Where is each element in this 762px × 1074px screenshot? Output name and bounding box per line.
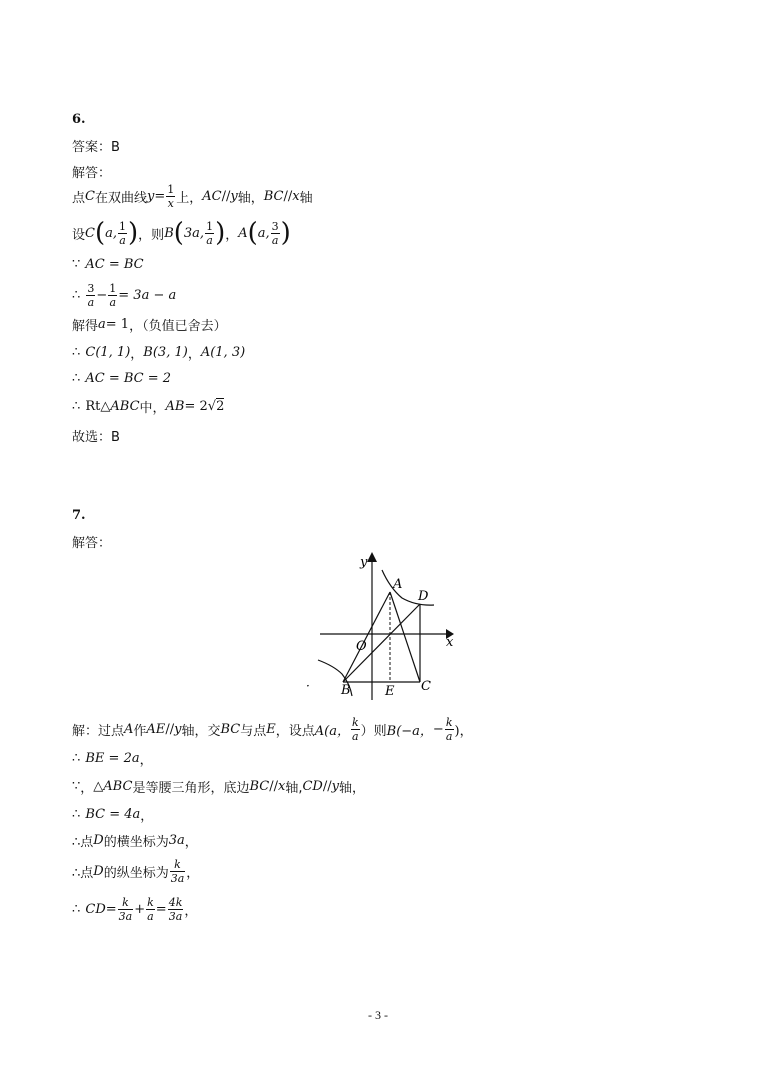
therefore-symbol: ∴ xyxy=(72,750,81,766)
text: ， xyxy=(225,227,239,243)
paren: ( xyxy=(94,218,106,248)
paren: ) xyxy=(280,218,291,248)
math: − xyxy=(96,287,108,303)
q6-line-4 xyxy=(72,278,176,312)
q6-choice: 故选：B xyxy=(72,430,120,445)
math: D xyxy=(93,863,104,879)
fraction: $\frac{1}{a}$ xyxy=(206,219,214,247)
hyperbola-figure xyxy=(300,548,460,700)
text: ，设点 xyxy=(275,723,315,739)
math: )， xyxy=(454,723,473,739)
math: △ABC xyxy=(93,778,133,794)
q6-line-5 xyxy=(72,310,227,338)
text: 上， xyxy=(176,190,203,206)
q7-jieda: 解答： xyxy=(72,536,112,551)
math: // xyxy=(283,188,293,204)
fraction: $\frac{4k}{3a}$ xyxy=(168,895,183,923)
math: AC = BC xyxy=(85,256,144,272)
text: 的横坐标为 xyxy=(103,834,169,850)
math: BC xyxy=(263,188,284,204)
fraction: $\frac{1}{a}$ xyxy=(109,281,117,309)
text: ， xyxy=(130,346,144,362)
math: a xyxy=(98,316,106,332)
q6-jieda: 解答： xyxy=(72,166,112,181)
math: A(1, 3) xyxy=(200,344,246,360)
text: ）则 xyxy=(360,723,387,739)
math: B(3, 1) xyxy=(143,344,188,360)
fraction: $\frac{1}{x}$ xyxy=(167,182,175,210)
text: 作 xyxy=(133,723,147,739)
paren: ) xyxy=(128,218,139,248)
text: 点 xyxy=(72,190,86,206)
math: a, xyxy=(257,225,270,241)
math: C xyxy=(85,188,95,204)
label-C: C xyxy=(421,679,431,694)
q7-step-6 xyxy=(72,854,199,888)
therefore-symbol: ∴ xyxy=(72,287,81,303)
math: x xyxy=(292,188,300,204)
parallel-symbol: // xyxy=(322,778,332,794)
math: BC = 4a xyxy=(85,806,141,822)
therefore-symbol: ∴ xyxy=(72,901,81,917)
text: 轴 xyxy=(299,190,313,206)
q6-line-2 xyxy=(72,216,291,250)
math: AC xyxy=(202,188,222,204)
text: ， xyxy=(187,346,201,362)
math: B xyxy=(164,225,174,241)
text: 中， xyxy=(139,400,166,416)
q6-line-7 xyxy=(72,364,171,392)
text: 解得 xyxy=(72,318,99,334)
label-B: B xyxy=(341,683,351,698)
text: 轴， xyxy=(237,190,264,206)
math: 3a, xyxy=(183,225,205,241)
therefore-symbol: ∴ xyxy=(72,344,81,360)
math: y xyxy=(331,778,339,794)
math: BC xyxy=(220,721,241,737)
math: B(−a， xyxy=(386,723,433,739)
fraction: $\frac{k}{3a}$ xyxy=(118,895,133,923)
text: ， xyxy=(184,903,198,919)
math: C xyxy=(85,225,95,241)
segment-BD xyxy=(343,604,420,682)
q6-line-8 xyxy=(72,392,224,420)
text: ， xyxy=(184,834,198,850)
page-number: - 3 - xyxy=(368,1008,388,1022)
q7-step-2 xyxy=(72,744,153,772)
fraction: $\frac{3}{a}$ xyxy=(87,281,95,309)
text: ， xyxy=(186,865,200,881)
math: = 1 xyxy=(105,316,130,332)
therefore-symbol: ∴ xyxy=(72,806,81,822)
text: ∴点 xyxy=(72,865,94,881)
text: ， xyxy=(80,780,94,796)
math: − xyxy=(432,721,444,737)
math: 2 xyxy=(216,399,225,414)
math: CD xyxy=(85,901,106,917)
math: ABC xyxy=(110,398,140,414)
math: = xyxy=(105,901,117,917)
fraction: $\frac{3}{a}$ xyxy=(271,219,279,247)
fraction: $\frac{k}{a}$ xyxy=(351,715,359,743)
text: ∴点 xyxy=(72,834,94,850)
math: = xyxy=(154,188,166,204)
sqrt-symbol: √ xyxy=(207,398,217,414)
fraction: $\frac{k}{a}$ xyxy=(445,715,453,743)
label-x: x xyxy=(446,635,454,650)
q6-number: 6. xyxy=(72,112,86,127)
fraction: $\frac{k}{3a}$ xyxy=(170,857,185,885)
math: = 3a − a xyxy=(118,287,177,303)
paren: ( xyxy=(173,218,184,248)
math: CD xyxy=(302,778,323,794)
label-O: O xyxy=(356,639,367,654)
therefore-symbol: ∴ xyxy=(72,398,81,414)
text: 轴, xyxy=(285,780,303,796)
q7-step-3 xyxy=(72,772,365,800)
text: 的纵坐标为 xyxy=(103,865,169,881)
math: 3a xyxy=(168,832,185,848)
text: ， xyxy=(139,752,153,768)
math: AB xyxy=(165,398,185,414)
math: y xyxy=(230,188,238,204)
math: A xyxy=(238,225,248,241)
paren: ( xyxy=(247,218,258,248)
parallel-symbol: // xyxy=(269,778,278,794)
q7-step-1 xyxy=(72,712,473,746)
label-E: E xyxy=(385,684,395,699)
math: BE = 2a xyxy=(85,750,140,766)
q6-answer: 答案：B xyxy=(72,140,120,155)
math: BC xyxy=(249,778,270,794)
math: A(a， xyxy=(314,723,350,739)
parallel-symbol: // xyxy=(165,721,175,737)
math: C(1, 1) xyxy=(85,344,131,360)
text: 是等腰三角形，底边 xyxy=(132,780,250,796)
math: + xyxy=(134,901,146,917)
math: = 2 xyxy=(184,398,208,414)
fraction: $\frac{1}{a}$ xyxy=(119,219,127,247)
text: 轴，交 xyxy=(181,723,221,739)
math: AE xyxy=(146,721,166,737)
math: x xyxy=(277,778,286,794)
q7-step-4 xyxy=(72,800,153,828)
label-D: D xyxy=(418,589,429,604)
math: y xyxy=(174,721,182,737)
math: y xyxy=(146,188,155,204)
segment-AC xyxy=(390,592,420,682)
math: A xyxy=(124,721,134,737)
q7-step-7 xyxy=(72,892,197,926)
y-axis-arrow xyxy=(367,552,377,562)
math: E xyxy=(266,721,276,737)
math: // xyxy=(221,188,231,204)
label-A: A xyxy=(393,577,403,592)
paren: ) xyxy=(215,218,226,248)
math: a, xyxy=(105,225,118,241)
segment-AB xyxy=(343,592,390,682)
text: 解：过点 xyxy=(72,723,125,739)
q7-step-5 xyxy=(72,826,198,854)
because-symbol: ∵ xyxy=(72,778,81,794)
math: = xyxy=(155,901,167,917)
q6-line-3 xyxy=(72,250,144,278)
triangle-symbol: △ xyxy=(100,398,111,414)
q6-line-6 xyxy=(72,338,245,366)
fraction: $\frac{k}{a}$ xyxy=(147,895,154,923)
q6-line-1 xyxy=(72,182,313,210)
text: 轴， xyxy=(338,780,365,796)
text: ，则 xyxy=(138,227,165,243)
math: D xyxy=(93,832,104,848)
because-symbol: ∵ xyxy=(72,256,81,272)
therefore-symbol: ∴ xyxy=(72,370,81,386)
text: ， xyxy=(140,808,154,824)
text: 在双曲线 xyxy=(94,190,147,206)
text: ，（负值已舍去） xyxy=(129,318,227,334)
text: 设 xyxy=(72,227,86,243)
math: AC = BC = 2 xyxy=(85,370,172,386)
math: Rt xyxy=(85,398,101,414)
stray-dot: · xyxy=(306,679,310,693)
text: 与点 xyxy=(240,723,267,739)
q7-number: 7. xyxy=(72,508,86,523)
label-y: y xyxy=(360,555,368,570)
